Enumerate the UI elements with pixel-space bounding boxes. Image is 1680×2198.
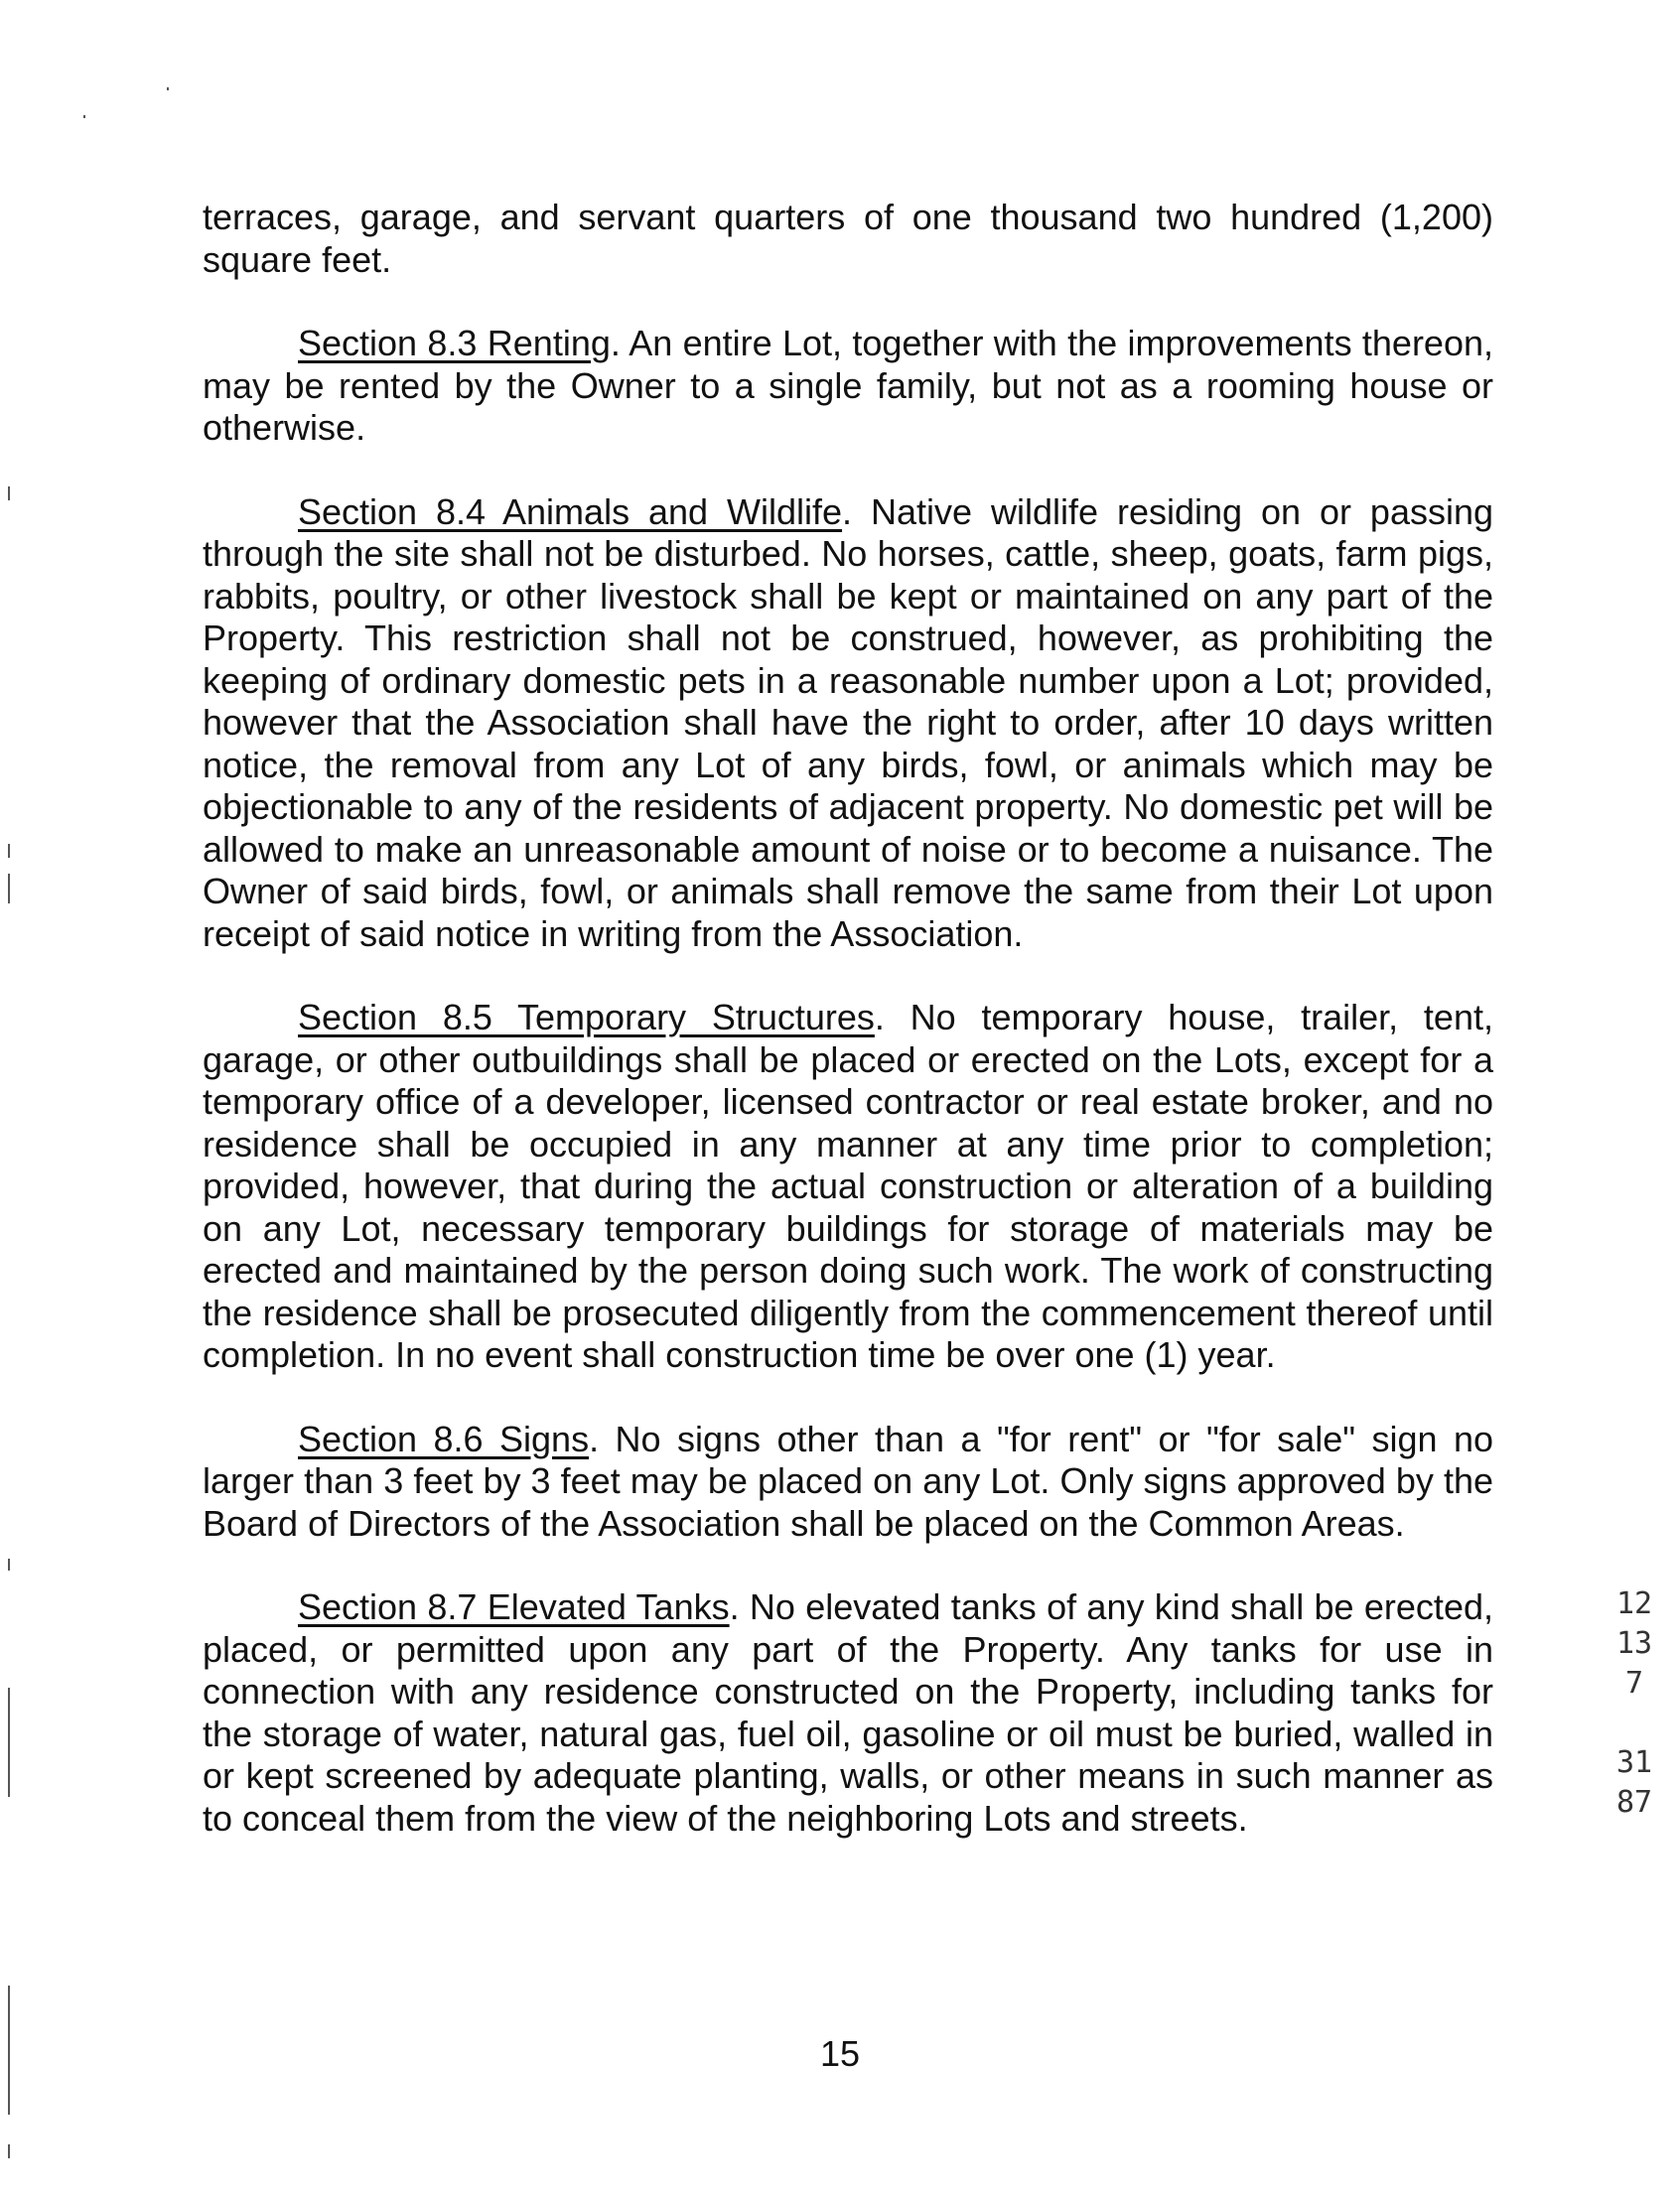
section-8-3-renting — [203, 323, 1493, 450]
paragraph-body: terraces, garage, and servant quarters of one thousand two hundred (1,200) square feet. — [203, 197, 1493, 280]
section-8-4-animals — [203, 491, 1493, 956]
section-heading: Section 8.7 Elevated Tanks — [298, 1586, 730, 1627]
recording-number-part-2: 3187 — [1615, 1745, 1653, 1820]
scan-artifact — [167, 87, 169, 90]
paragraph-body: . Native wildlife residing on or passing through the site shall not be disturbed. No horses, cattle, sheep, goats, farm pigs, rabbits, poultry, or other livestock shall be kept or maintained on any part of the Property. This restriction shall not be construed, however, as prohibiting the keeping of ordinary domestic pets in a reasonable number upon a Lot; provided, however that the Association shall have the right to order, after 10 days written notice, the removal from any Lot of any birds, fowl, or animals which may be objectionable to any of the residents of adjacent property. No domestic pet will be allowed to make an unreasonable amount of noise or to become a nuisance. The Owner of said birds, fowl, or animals shall remove the same from their Lot upon receipt of said notice in writing from the Association. — [203, 490, 1494, 954]
paragraph-body: . No temporary house, trailer, tent, garage, or other outbuildings shall be placed or erected on the Lots, except for a temporary office of a developer, licensed contractor or real estate broker, and no residence shall be occupied in any manner at any time prior to completion; provided, however, that during the actual construction or alteration of a building on any Lot, necessary temporary buildings for storage of materials may be erected and maintained by the person doing such work. The work of constructing the residence shall be prosecuted diligently from the commencement thereof until completion. In no event shall construction time be over one (1) year. — [203, 997, 1493, 1375]
recording-number-gap — [1614, 1704, 1654, 1743]
section-8-6-signs — [203, 1419, 1493, 1546]
scan-artifact — [8, 844, 10, 858]
paragraph-body: . No signs other than a "for rent" or "for sale" sign no larger than 3 feet by 3 feet may be placed on any Lot. Only signs approved by the Board of Directors of the Association shall be placed on the Common Areas. — [203, 1418, 1493, 1544]
paragraph-body: . An entire Lot, together with the improvements thereon, may be rented by the Owner to a single family, but not as a rooming house or otherwise. — [203, 323, 1493, 448]
scan-artifact — [8, 1986, 10, 2115]
scan-artifact — [8, 1688, 10, 1797]
scan-artifact — [83, 115, 85, 118]
recording-number-stamp — [1614, 1584, 1654, 1823]
scan-artifact — [8, 1559, 10, 1571]
scan-artifact — [8, 2144, 10, 2158]
paragraph-body: . No elevated tanks of any kind shall be erected, placed, or permitted upon any part of the Property. Any tanks for use in connection with any residence constructed on the Property, including tanks for the storage of water, natural gas, fuel oil, gasoline or oil must be buried, walled in or kept screened by adequate planting, walls, or other means in such manner as to conceal them from the view of the neighboring Lots and streets. — [203, 1586, 1493, 1839]
section-heading: Section 8.6 Signs — [298, 1418, 590, 1459]
document-body — [203, 197, 1493, 1881]
scan-artifact — [8, 874, 10, 903]
section-8-5-temporary-structures — [203, 997, 1493, 1377]
paragraph-continued — [203, 197, 1493, 281]
section-8-7-elevated-tanks — [203, 1586, 1493, 1840]
scan-artifact — [8, 486, 10, 500]
recording-number-part-1: 12137 — [1615, 1586, 1653, 1701]
section-heading: Section 8.3 Renting — [298, 323, 611, 363]
section-heading: Section 8.4 Animals and Wildlife — [298, 490, 843, 532]
section-heading: Section 8.5 Temporary Structures — [298, 997, 875, 1037]
page-number: 15 — [819, 2033, 861, 2074]
